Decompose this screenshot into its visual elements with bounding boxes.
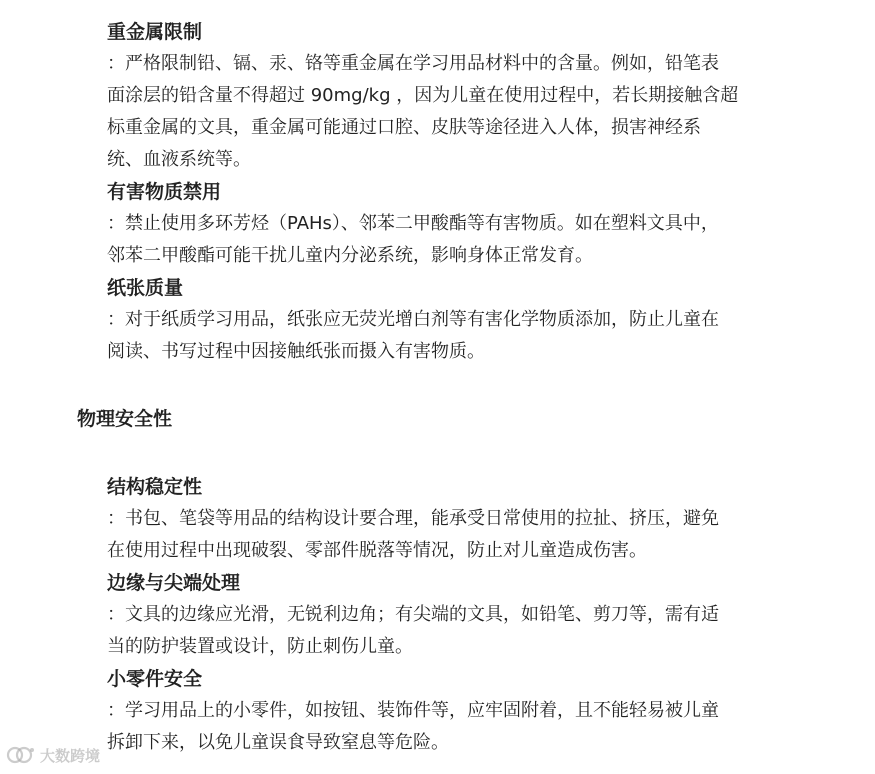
text-line: 在使用过程中出现破裂、零部件脱落等情况，防止对儿童造成伤害。: [107, 540, 647, 561]
watermark: [6, 744, 100, 766]
text-line: 拆卸下来，以免儿童误食导致窒息等危险。: [107, 732, 449, 753]
text-line: 阅读、书写过程中因接触纸张而摄入有害物质。: [107, 341, 485, 362]
section-heading-physical-safety: 物理安全性: [77, 408, 173, 430]
item-body-structural-stability: [107, 503, 807, 567]
text-line: ：严格限制铅、镉、汞、铬等重金属在学习用品材料中的含量。例如，铅笔表: [107, 53, 719, 74]
item-body-small-parts: [107, 695, 807, 759]
text-line: 面涂层的铅含量不得超过 90mg/kg ，因为儿童在使用过程中，若长期接触含超: [107, 85, 739, 106]
text-line: 当的防护装置或设计，防止刺伤儿童。: [107, 636, 413, 657]
text-line: 邻苯二甲酸酯可能干扰儿童内分泌系统，影响身体正常发育。: [107, 245, 593, 266]
text-line: ：禁止使用多环芳烃（PAHs）、邻苯二甲酸酯等有害物质。如在塑料文具中，: [107, 213, 719, 234]
item-heading-edges-tips: 边缘与尖端处理: [107, 572, 241, 594]
item-heading-paper-quality: 纸张质量: [107, 277, 184, 299]
item-body-paper-quality: [107, 304, 807, 368]
text-line: ：对于纸质学习用品，纸张应无荧光增白剂等有害化学物质添加，防止儿童在: [107, 309, 719, 330]
item-heading-heavy-metal: 重金属限制: [107, 21, 203, 43]
logo-icon: [6, 744, 36, 766]
text-line: 标重金属的文具，重金属可能通过口腔、皮肤等途径进入人体，损害神经系: [107, 117, 701, 138]
text-line: ：文具的边缘应光滑，无锐利边角；有尖端的文具，如铅笔、剪刀等，需有适: [107, 604, 719, 625]
item-body-edges-tips: [107, 599, 807, 663]
text-line: 统、血液系统等。: [107, 149, 251, 170]
text-line: ：学习用品上的小零件，如按钮、装饰件等，应牢固附着，且不能轻易被儿童: [107, 700, 719, 721]
item-heading-harmful-substances: 有害物质禁用: [107, 181, 222, 203]
item-heading-structural-stability: 结构稳定性: [107, 476, 203, 498]
watermark-text: 大数跨境: [40, 746, 101, 765]
text-line: ：书包、笔袋等用品的结构设计要合理，能承受日常使用的拉扯、挤压，避免: [107, 508, 719, 529]
item-body-heavy-metal: [107, 48, 807, 176]
item-heading-small-parts: 小零件安全: [107, 668, 203, 690]
item-body-harmful-substances: [107, 208, 807, 272]
